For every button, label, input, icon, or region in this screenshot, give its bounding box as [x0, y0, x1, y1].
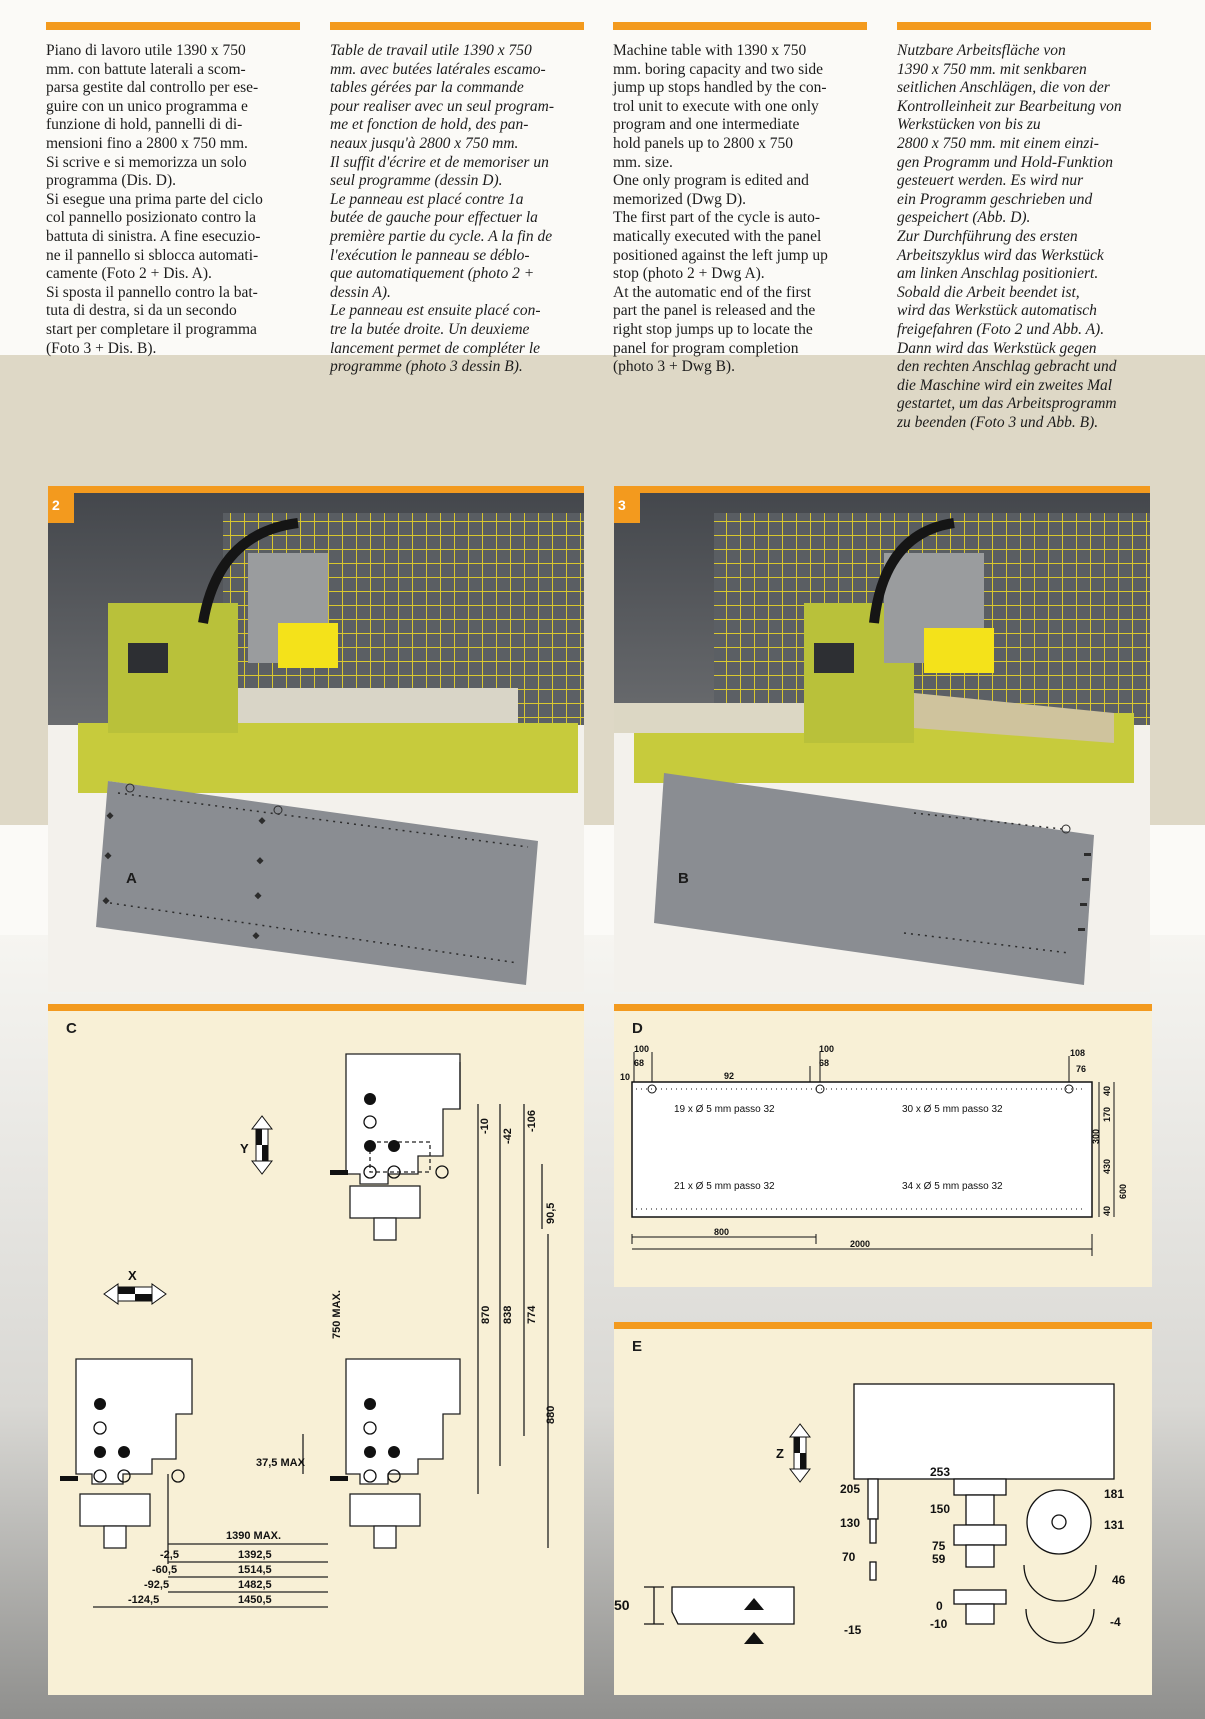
dim-label: 70 [842, 1550, 856, 1564]
drawing-d [614, 1004, 1152, 1287]
german-text: Nutzbare Arbeitsfläche von 1390 x 750 mm. mit senkbaren seitlichen Anschlägen, die von der Kontrolleinheit zur Bearbeitung von Werkstücken von bis zu 2800 x 750 mm. mit einem einzi- gen Programm und Hold-Funktion gesteuert werden. Es wird nur ein Programm geschrieben und gespeichert (Abb. D). Zur Durchführung des ersten Arbeitszyklus wird das Werkstück am linken Anschlag positioniert. Sobald die Arbeit beendet ist, wird das Werkstück automatisch freigefahren (Foto 2 und Abb. A). Dann wird das Werkstück gegen den rechten Anschlag gebracht und die Maschine wird ein zweites Mal gestartet, um das Arbeitsprogramm zu beenden (Foto 3 und Abb. B). [897, 42, 1122, 431]
dim-label: 800 [714, 1227, 730, 1237]
dim-label: 205 [840, 1482, 861, 1496]
drawing-d-panel [614, 1004, 1152, 1287]
dim-label: 100 [634, 1044, 650, 1054]
dim-label: 40 [1102, 1085, 1112, 1096]
dim-label: 40 [1102, 1205, 1112, 1216]
x-axis-symbol [104, 1284, 166, 1304]
dim-label: 100 [819, 1044, 835, 1054]
dim-label: 75 [932, 1539, 946, 1553]
dim-label: 50 [614, 1597, 630, 1613]
dim-label: 46 [1112, 1573, 1126, 1587]
dim-label: 750 MAX. [331, 1290, 343, 1339]
dim-label: -10 [930, 1617, 948, 1631]
photo-accent-bar [48, 486, 584, 493]
dim-label: 181 [1104, 1487, 1125, 1501]
column-french [330, 22, 584, 377]
dim-label: 774 [526, 1305, 538, 1324]
hole-note: 34 x Ø 5 mm passo 32 [902, 1181, 1003, 1192]
drawing-label: E [632, 1338, 643, 1355]
drawing-c [48, 1004, 584, 1695]
panel-diagram-a [48, 493, 584, 992]
dim-label: 870 [480, 1305, 492, 1324]
column-german [897, 22, 1151, 432]
italian-text: Piano di lavoro utile 1390 x 750 mm. con battute laterali a scom- parsa gestite dal controllo per ese- guire con un unico programma e funzione di hold, pannelli di di- mensioni fino a 2800 x 750 mm. Si scrive e si memorizza un solo programma (Dis. D). Si esegue una prima parte del ciclo col pannello posizionato contro la battuta di sinistra. A fine esecuzio- ne il pannello si sblocca automati- camente (Foto 2 + Dis. A). Si sposta il pannello contro la bat- tuta di destra, si da un secondo start per completare il programma (Foto 3 + Dis. B). [46, 42, 263, 357]
dim-label: 600 [1118, 1183, 1128, 1199]
photo-number: 2 [48, 493, 74, 523]
spindle-housing [854, 1384, 1114, 1479]
dim-label: 1514,5 [238, 1564, 272, 1576]
dim-label: -106 [526, 1109, 538, 1132]
z-axis-symbol [790, 1424, 810, 1482]
dim-label: 10 [620, 1072, 631, 1082]
dim-label: 90,5 [545, 1202, 557, 1224]
hole-note: 19 x Ø 5 mm passo 32 [674, 1104, 775, 1115]
axis-y-label: Y [240, 1141, 249, 1156]
y-axis-symbol [252, 1116, 272, 1174]
dim-label: 130 [840, 1516, 861, 1530]
column-accent-bar [330, 22, 584, 30]
dim-label: 1392,5 [238, 1549, 272, 1561]
drawing-e [614, 1322, 1152, 1695]
dim-label: 76 [1076, 1064, 1087, 1074]
dim-label: -2,5 [160, 1549, 179, 1561]
photo-accent-bar [614, 486, 1150, 493]
dim-label: 108 [1070, 1048, 1086, 1058]
dim-label: -4 [1110, 1615, 1121, 1629]
dim-label: 68 [819, 1058, 830, 1068]
dim-label: 253 [930, 1465, 951, 1479]
dim-label: -60,5 [152, 1564, 178, 1576]
dim-label: -92,5 [144, 1579, 170, 1591]
panel-diagram-b [614, 493, 1150, 992]
dim-label: -42 [502, 1128, 514, 1144]
english-text: Machine table with 1390 x 750 mm. boring capacity and two side jump up stops handled by the con- trol unit to execute with one only program and one intermediate hold panels up to 2800 x 750 mm. size. One only program is edited and memorized (Dwg D). The first part of the cycle is auto- matically executed with the panel positioned against the left jump up stop (photo 2 + Dwg A). At the automatic end of the first part the panel is released and the right stop jumps up to locate the panel for program completion (photo 3 + Dwg B). [613, 42, 828, 376]
panel-outline [632, 1082, 1092, 1217]
axis-x-label: X [128, 1268, 137, 1283]
dim-label: 170 [1102, 1106, 1112, 1122]
column-italian [46, 22, 300, 358]
dim-label: 300 [1091, 1128, 1101, 1144]
column-accent-bar [613, 22, 867, 30]
dim-label: 131 [1104, 1518, 1125, 1532]
photo-number: 3 [614, 493, 640, 523]
dim-label: -10 [479, 1118, 491, 1134]
dim-label: -15 [844, 1623, 862, 1637]
drawing-label: C [66, 1020, 77, 1037]
dim-label: 880 [545, 1405, 557, 1424]
drawing-c-panel [48, 1004, 584, 1695]
axis-z-label: Z [776, 1446, 784, 1461]
dim-label: 68 [634, 1058, 645, 1068]
dim-label: 37,5 MAX [256, 1457, 305, 1469]
dim-label: -124,5 [128, 1594, 160, 1606]
photo-3 [614, 486, 1150, 992]
column-accent-bar [897, 22, 1151, 30]
dim-label: 150 [930, 1502, 951, 1516]
dim-label: 0 [936, 1599, 943, 1613]
column-english [613, 22, 867, 377]
dim-label: 59 [932, 1552, 946, 1566]
french-text: Table de travail utile 1390 x 750 mm. avec butées latérales escamo- tables gérées par la commande pour realiser avec un seul program- me et fonction de hold, des pan- neaux jusqu'à 2800 x 750 mm. Il suffit d'écrire et de memoriser un seul programme (dessin D). Le panneau est placé contre 1a butée de gauche pour effectuer la première partie du cycle. A la fin de l'exécution le panneau se déblo- que automatiquement (photo 2 + dessin A). Le panneau est ensuite placé con- tre la butée droite. Un deuxieme lancement permet de compléter le programme (photo 3 dessin B). [330, 42, 555, 376]
photo-2 [48, 486, 584, 992]
drawing-e-panel [614, 1322, 1152, 1695]
dim-label: 430 [1102, 1158, 1112, 1174]
drawing-label: D [632, 1020, 643, 1037]
hole-note: 21 x Ø 5 mm passo 32 [674, 1181, 775, 1192]
hole-note: 30 x Ø 5 mm passo 32 [902, 1104, 1003, 1115]
dim-label: 92 [724, 1071, 735, 1081]
column-accent-bar [46, 22, 300, 30]
panel-label: B [678, 870, 689, 887]
dim-label: 1390 MAX. [226, 1530, 282, 1542]
dim-label: 2000 [850, 1239, 871, 1249]
panel-label: A [126, 870, 137, 887]
dim-label: 1450,5 [238, 1594, 272, 1606]
dim-label: 1482,5 [238, 1579, 272, 1591]
dim-label: 838 [502, 1305, 514, 1324]
